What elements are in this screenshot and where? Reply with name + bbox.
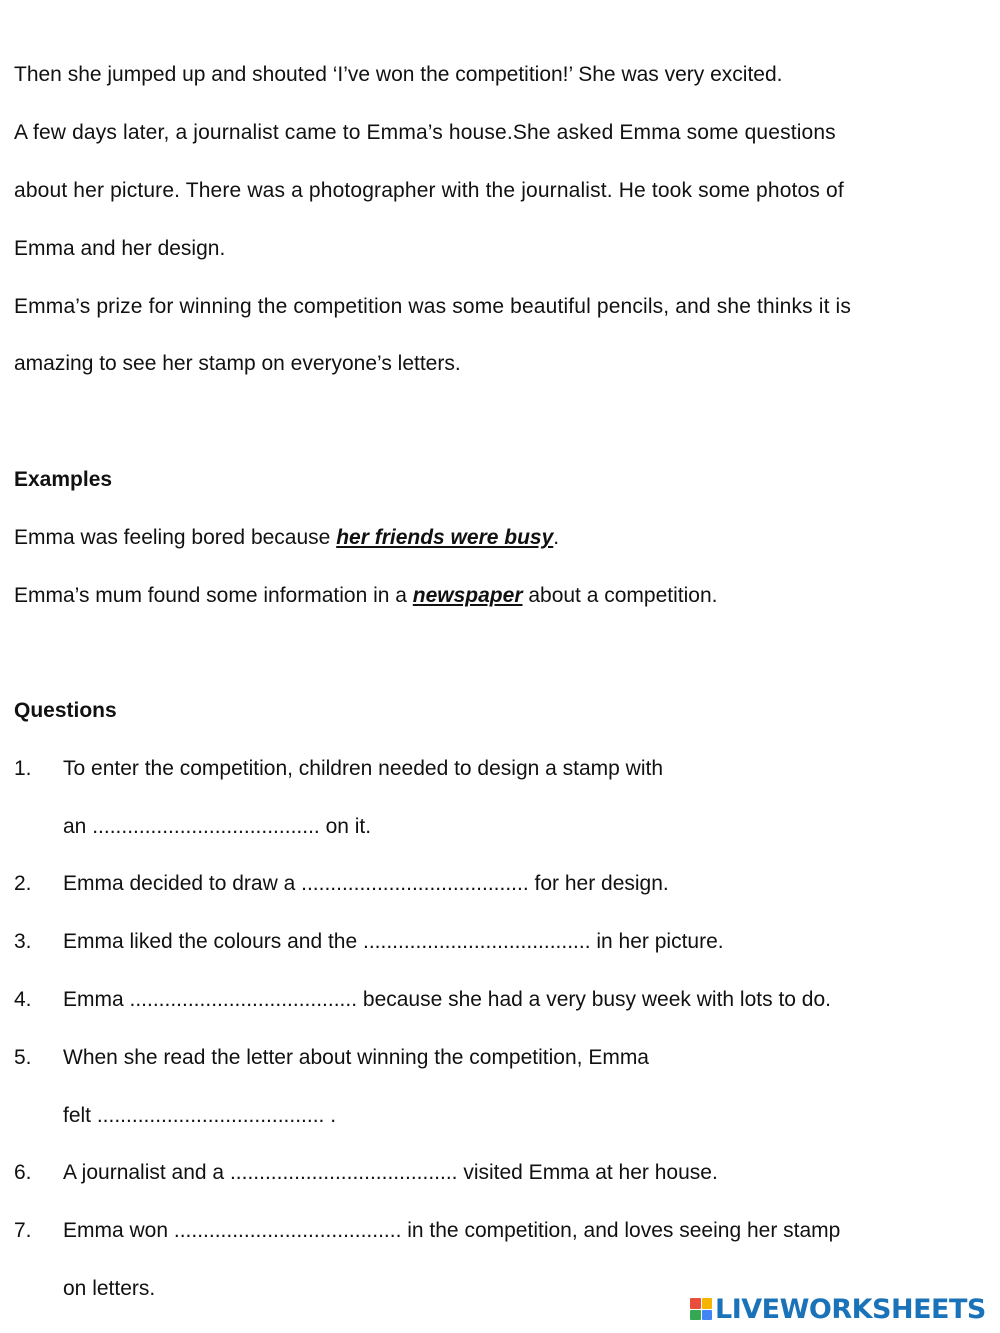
question-7-text-end: on letters.	[63, 1277, 156, 1300]
question-6-blank-line[interactable]: A journalist and a ....................................... visited Emma at her house.	[63, 1161, 718, 1184]
story-line-6: amazing to see her stamp on everyone’s letters.	[14, 352, 461, 375]
question-5-number: 5.	[14, 1046, 32, 1069]
question-3-number: 3.	[14, 930, 32, 953]
questions-heading: Questions	[14, 699, 117, 722]
logo-text: LIVEWORKSHEETS	[715, 1293, 986, 1325]
question-5-blank-line[interactable]: felt ....................................... .	[63, 1104, 337, 1127]
logo-grid-icon	[690, 1298, 712, 1320]
story-line-1: Then she jumped up and shouted ‘I’ve won the competition!’ She was very excited.	[14, 63, 783, 86]
story-line-2: A few days later, a journalist came to Emma’s house.She asked Emma some questions	[14, 121, 836, 144]
example-1-answer: her friends were busy	[336, 526, 554, 549]
question-7-blank-line[interactable]: Emma won ....................................... in the competition, and loves seeing her stamp	[63, 1219, 841, 1242]
logo-grid-cell	[702, 1310, 713, 1321]
story-line-4: Emma and her design.	[14, 237, 226, 260]
example-1	[14, 525, 559, 551]
example-2	[14, 583, 717, 609]
question-1-blank-line[interactable]: an ....................................... on it.	[63, 815, 372, 838]
example-1-end: .	[553, 526, 560, 549]
question-4-number: 4.	[14, 988, 32, 1011]
question-2-blank-line[interactable]: Emma decided to draw a ....................................... for her design.	[63, 872, 669, 895]
liveworksheets-logo	[690, 1294, 986, 1324]
question-7-number: 7.	[14, 1219, 32, 1242]
question-6-number: 6.	[14, 1161, 32, 1184]
example-1-text: Emma was feeling bored because	[14, 526, 337, 549]
logo-grid-cell	[702, 1298, 713, 1309]
logo-grid-cell	[690, 1310, 701, 1321]
logo-grid-cell	[690, 1298, 701, 1309]
example-2-text: Emma’s mum found some information in a	[14, 584, 413, 607]
question-2-number: 2.	[14, 872, 32, 895]
question-3-blank-line[interactable]: Emma liked the colours and the ....................................... in her picture.	[63, 930, 724, 953]
example-2-end: about a competition.	[522, 584, 718, 607]
question-1-text: To enter the competition, children needed to design a stamp with	[63, 757, 664, 780]
story-line-3: about her picture. There was a photographer with the journalist. He took some photos of	[14, 179, 844, 202]
question-4-blank-line[interactable]: Emma ....................................... because she had a very busy week with lots to do.	[63, 988, 831, 1011]
question-1-number: 1.	[14, 757, 32, 780]
example-2-answer: newspaper	[412, 584, 523, 607]
story-line-5: Emma’s prize for winning the competition was some beautiful pencils, and she thinks it is	[14, 295, 852, 318]
question-5-text: When she read the letter about winning the competition, Emma	[63, 1046, 649, 1069]
examples-heading: Examples	[14, 468, 113, 491]
